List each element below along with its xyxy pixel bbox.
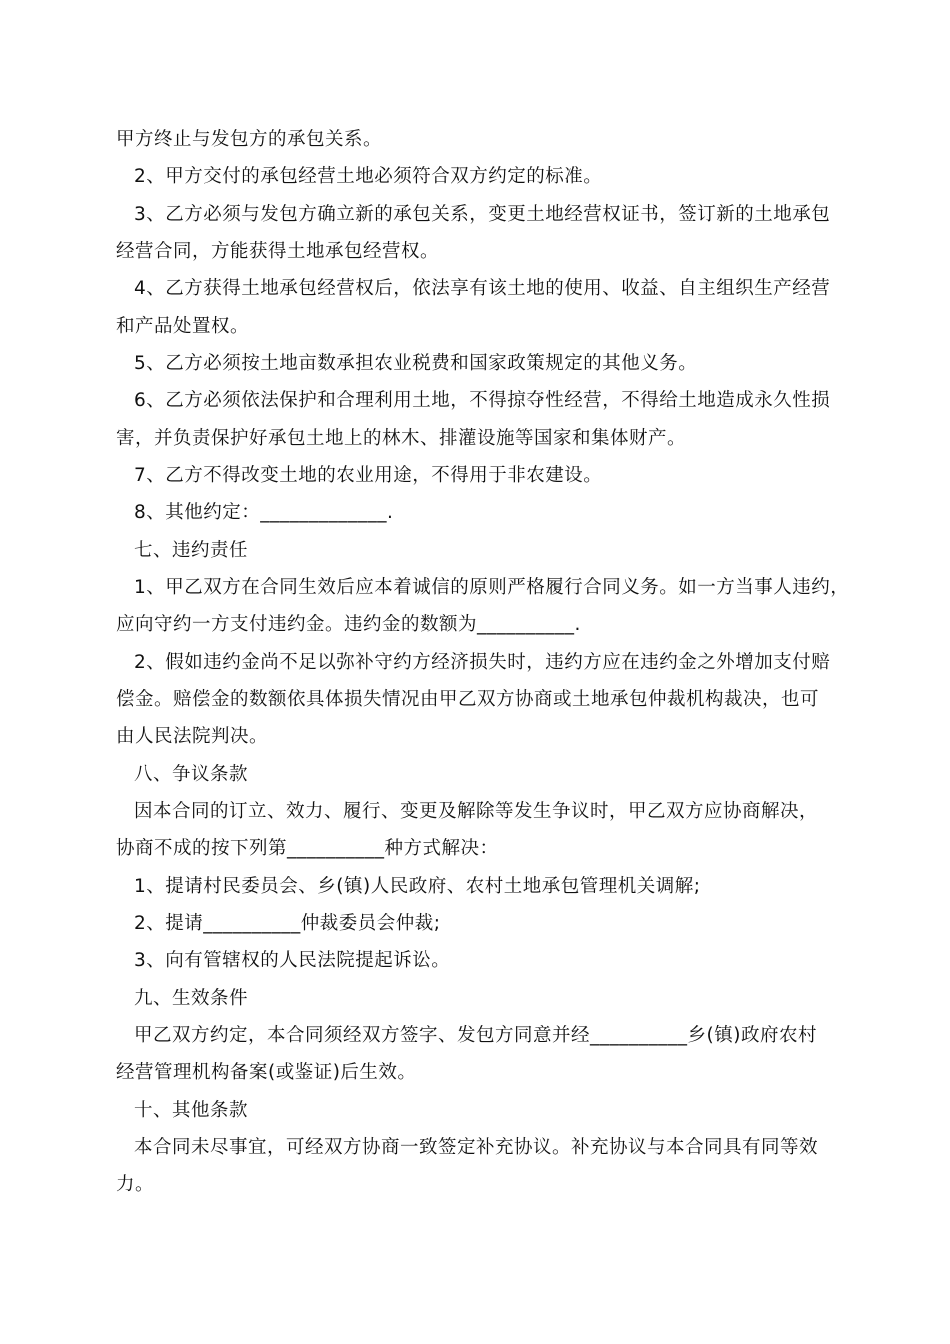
clause-line: 6、乙方必须依法保护和合理利用土地，不得掠夺性经营，不得给土地造成永久性损	[134, 390, 831, 411]
section-heading: 十、其他条款	[134, 1100, 249, 1121]
text-line: 偿金。赔偿金的数额依具体损失情况由甲乙双方协商或土地承包仲裁机构裁决，也可	[116, 689, 820, 710]
clause-line: 3、向有管辖权的人民法院提起诉讼。	[134, 950, 451, 971]
section-heading: 八、争议条款	[134, 764, 249, 785]
clause-line: 甲乙双方约定，本合同须经双方签字、发包方同意并经__________乡(镇)政府农村	[134, 1025, 817, 1046]
text-line: 经营管理机构备案(或鉴证)后生效。	[116, 1062, 417, 1083]
text-line: 由人民法院判决。	[116, 726, 269, 747]
clause-line: 3、乙方必须与发包方确立新的承包关系，变更土地经营权证书，签订新的土地承包	[134, 204, 831, 225]
clause-line: 1、提请村民委员会、乡(镇)人民政府、农村土地承包管理机关调解;	[134, 876, 701, 897]
clause-line: 本合同未尽事宜，可经双方协商一致签定补充协议。补充协议与本合同具有同等效	[134, 1137, 819, 1158]
clause-line: 4、乙方获得土地承包经营权后，依法享有该土地的使用、收益、自主组织生产经营	[134, 278, 831, 299]
text-line: 应向守约一方支付违约金。违约金的数额为__________.	[116, 614, 581, 635]
clause-line: 8、其他约定：_____________.	[134, 502, 394, 523]
section-heading: 九、生效条件	[134, 988, 249, 1009]
clause-line: 因本合同的订立、效力、履行、变更及解除等发生争议时，甲乙双方应协商解决，	[134, 801, 819, 822]
text-line: 协商不成的按下列第__________种方式解决：	[116, 838, 499, 859]
clause-line: 2、甲方交付的承包经营土地必须符合双方约定的标准。	[134, 166, 603, 187]
clause-line: 2、假如违约金尚不足以弥补守约方经济损失时，违约方应在违约金之外增加支付赔	[134, 652, 831, 673]
clause-line: 5、乙方必须按土地亩数承担农业税费和国家政策规定的其他义务。	[134, 353, 698, 374]
text-line: 经营合同，方能获得土地承包经营权。	[116, 241, 440, 262]
text-line: 力。	[116, 1174, 155, 1195]
clause-line: 7、乙方不得改变土地的农业用途，不得用于非农建设。	[134, 465, 603, 486]
section-heading: 七、违约责任	[134, 540, 249, 561]
text-line: 和产品处置权。	[116, 316, 250, 337]
clause-line: 1、甲乙双方在合同生效后应本着诚信的原则严格履行合同义务。如一方当事人违约，	[134, 577, 850, 598]
clause-line: 2、提请__________仲裁委员会仲裁;	[134, 913, 441, 934]
text-line: 害，并负责保护好承包土地上的林木、排灌设施等国家和集体财产。	[116, 428, 687, 449]
text-line: 甲方终止与发包方的承包关系。	[116, 129, 383, 150]
